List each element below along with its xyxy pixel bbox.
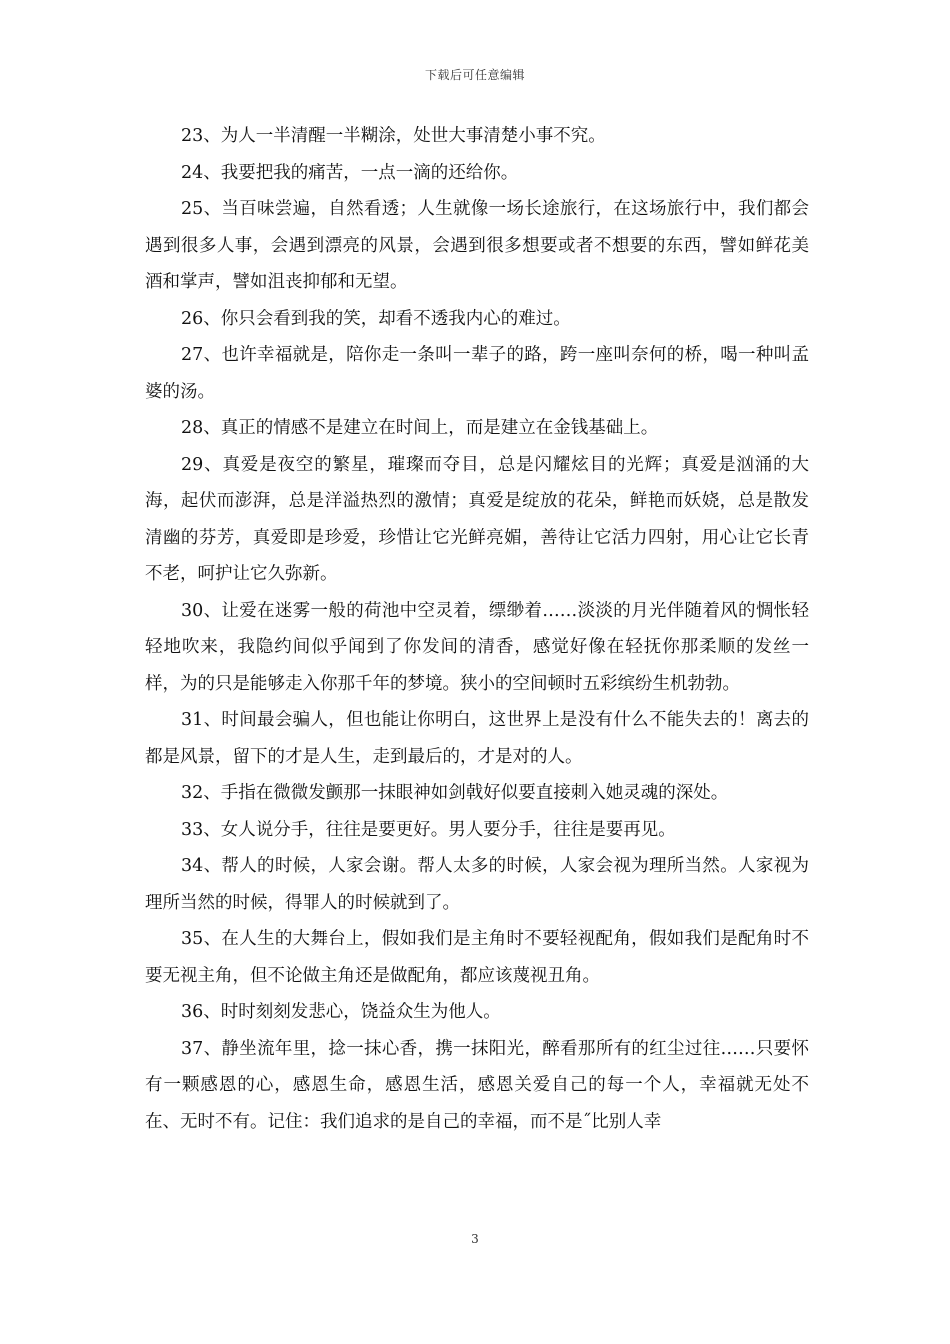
paragraph-28: 28、真正的情感不是建立在时间上，而是建立在金钱基础上。 <box>181 418 659 438</box>
paragraph-30: 30、让爱在迷雾一般的荷池中空灵着，缥缈着……淡淡的月光伴随着风的惆怅轻轻地吹来，我隐约间似乎闻到了你发间的清香，感觉好像在轻抚你那柔顺的发丝一样，为的只是能够走入你那千年的梦境。狭小的空间顿时五彩缤纷生机勃勃。 <box>145 600 809 694</box>
paragraph-26: 26、你只会看到我的笑，却看不透我内心的难过。 <box>181 308 571 329</box>
paragraph-35: 35、在人生的大舞台上，假如我们是主角时不要轻视配角，假如我们是配角时不要无视主角，但不论做主角还是做配角，都应该蔑视丑角。 <box>145 929 809 986</box>
paragraph-33: 33、女人说分手，往往是要更好。男人要分手，往往是要再见。 <box>181 819 676 840</box>
paragraph-27: 27、也许幸福就是，陪你走一条叫一辈子的路，跨一座叫奈何的桥，喝一种叫孟婆的汤。 <box>145 345 809 402</box>
paragraph-36: 36、时时刻刻发悲心，饶益众生为他人。 <box>181 1002 501 1022</box>
paragraph-37: 37、静坐流年里，捻一抹心香，携一抹阳光，醉看那所有的红尘过往……只要怀有一颗感恩的心，感恩生命，感恩生活，感恩关爱自己的每一个人，幸福就无处不在、无时不有。记住：我们追求的是自己的幸福，而不是˝比别人幸 <box>145 1038 809 1132</box>
paragraph-34: 34、帮人的时候，人家会谢。帮人太多的时候，人家会视为理所当然。人家视为理所当然的时候，得罪人的时候就到了。 <box>145 856 809 913</box>
document-body <box>145 118 809 1140</box>
page-number: 3 <box>471 1232 479 1246</box>
paragraph-25: 25、当百味尝遍，自然看透；人生就像一场长途旅行，在这场旅行中，我们都会遇到很多人事，会遇到漂亮的风景，会遇到很多想要或者不想要的东西，譬如鲜花美酒和掌声，譬如沮丧抑郁和无望。 <box>145 199 809 292</box>
paragraph-32: 32、手指在微微发颤那一抹眼神如剑戟好似要直接刺入她灵魂的深处。 <box>181 783 729 803</box>
paragraph-29: 29、真爱是夜空的繁星，璀璨而夺目，总是闪耀炫目的光辉；真爱是汹涌的大海，起伏而澎湃，总是洋溢热烈的激情；真爱是绽放的花朵，鲜艳而妖娆，总是散发清幽的芬芳，真爱即是珍爱，珍惜让它光鲜亮媚，善待让它活力四射，用心让它长青不老，呵护让它久弥新。 <box>145 454 809 584</box>
paragraph-31: 31、时间最会骗人，但也能让你明白，这世界上是没有什么不能失去的！离去的都是风景，留下的才是人生，走到最后的，才是对的人。 <box>145 710 809 767</box>
paragraph-23: 23、为人一半清醒一半糊涂，处世大事清楚小事不究。 <box>181 126 606 146</box>
page-header: 下载后可任意编辑 <box>424 68 525 82</box>
paragraph-24: 24、我要把我的痛苦，一点一滴的还给你。 <box>181 162 519 183</box>
